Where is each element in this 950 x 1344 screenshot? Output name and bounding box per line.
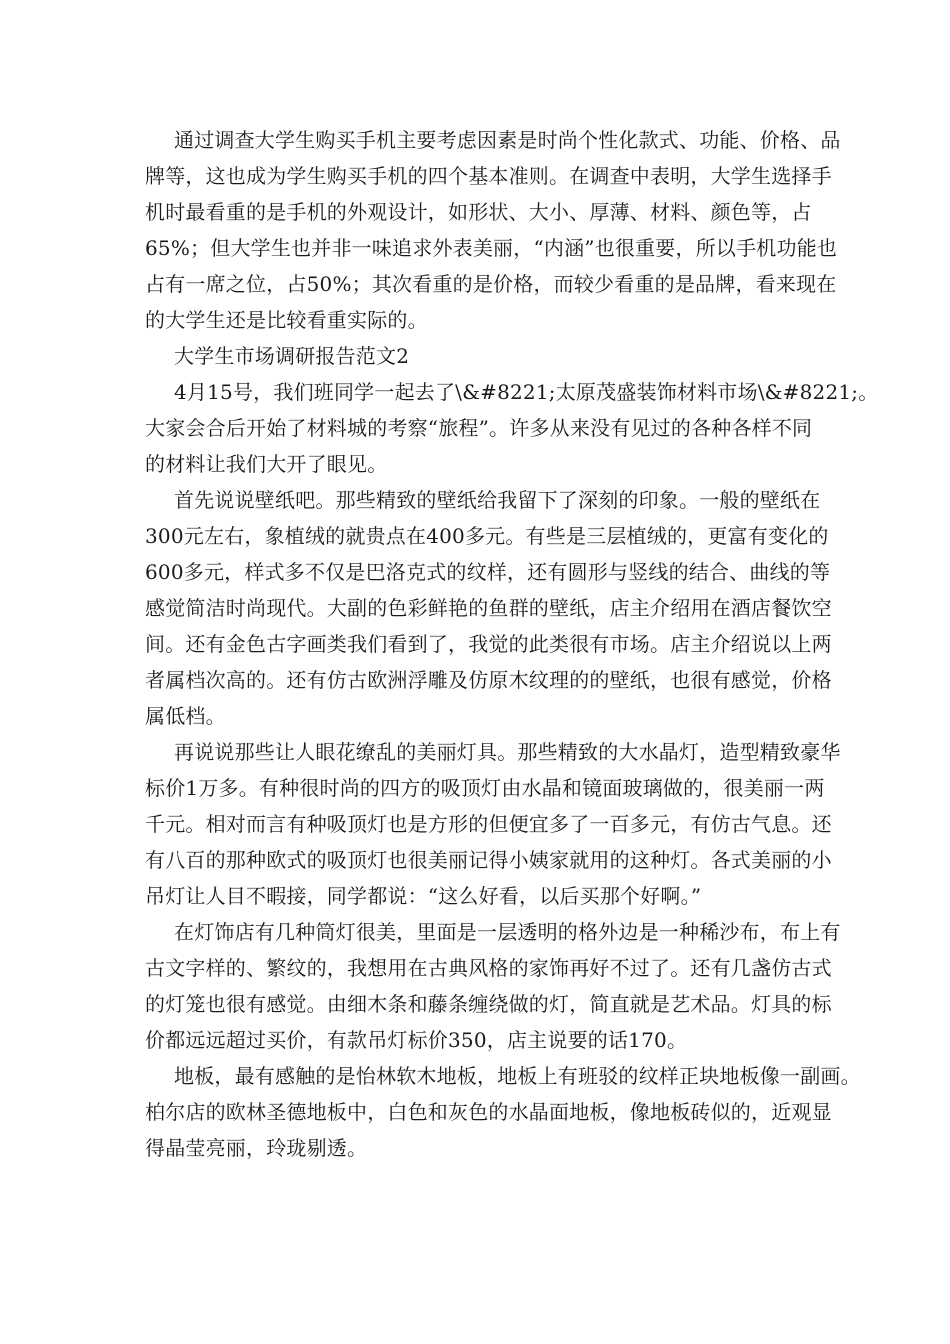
text-line: 4月15号，我们班同学一起去了\&#8221;太原茂盛装饰材料市场\&#8221;。: [174, 380, 879, 404]
text-line: 间。还有金色古字画类我们看到了，我觉的此类很有市场。店主介绍说以上两: [145, 632, 832, 656]
text-line: 地板，最有感触的是怡林软木地板，地板上有班驳的纹样正块地板像一副画。: [174, 1064, 861, 1088]
text-line: 通过调查大学生购买手机主要考虑因素是时尚个性化款式、功能、价格、品: [174, 128, 841, 152]
text-line: 属低档。: [145, 704, 226, 728]
text-line: 65%；但大学生也并非一味追求外表美丽，“内涵”也很重要，所以手机功能也: [145, 236, 838, 260]
text-line: 在灯饰店有几种筒灯很美，里面是一层透明的格外边是一种稀沙布，布上有: [174, 920, 841, 944]
text-line: 的灯笼也很有感觉。由细木条和藤条缠绕做的灯，简直就是艺术品。灯具的标: [145, 992, 832, 1016]
text-line: 得晶莹亮丽，玲珑剔透。: [145, 1136, 368, 1160]
text-line: 占有一席之位，占50%；其次看重的是价格，而较少看重的是品牌，看来现在: [145, 272, 837, 296]
text-line: 吊灯让人目不暇接，同学都说：“这么好看，以后买那个好啊。”: [145, 884, 702, 908]
text-line: 者属档次高的。还有仿古欧洲浮雕及仿原木纹理的的壁纸，也很有感觉，价格: [145, 668, 832, 692]
text-line: 有八百的那种欧式的吸顶灯也很美丽记得小姨家就用的这种灯。各式美丽的小: [145, 848, 832, 872]
text-line: 的材料让我们大开了眼见。: [145, 452, 388, 476]
text-line: 千元。相对而言有种吸顶灯也是方形的但便宜多了一百多元，有仿古气息。还: [145, 812, 832, 836]
text-line: 大家会合后开始了材料城的考察“旅程”。许多从来没有见过的各种各样不同: [145, 416, 813, 440]
text-line: 首先说说壁纸吧。那些精致的壁纸给我留下了深刻的印象。一般的壁纸在: [174, 488, 821, 512]
text-line: 再说说那些让人眼花缭乱的美丽灯具。那些精致的大水晶灯，造型精致豪华: [174, 740, 841, 764]
text-line: 牌等，这也成为学生购买手机的四个基本准则。在调查中表明，大学生选择手: [145, 164, 832, 188]
text-line: 柏尔店的欧林圣德地板中，白色和灰色的水晶面地板，像地板砖似的，近观显: [145, 1100, 832, 1124]
text-line: 的大学生还是比较看重实际的。: [145, 308, 428, 332]
text-line: 标价1万多。有种很时尚的四方的吸顶灯由水晶和镜面玻璃做的，很美丽一两: [145, 776, 825, 800]
text-line: 300元左右，象植绒的就贵点在400多元。有些是三层植绒的，更富有变化的: [145, 524, 829, 548]
text-line: 600多元，样式多不仅是巴洛克式的纹样，还有圆形与竖线的结合、曲线的等: [145, 560, 831, 584]
text-line: 机时最看重的是手机的外观设计，如形状、大小、厚薄、材料、颜色等，占: [145, 200, 812, 224]
section-heading: 大学生市场调研报告范文2: [174, 344, 410, 368]
text-line: 价都远远超过买价，有款吊灯标价350，店主说要的话170。: [145, 1028, 688, 1052]
text-line: 感觉简洁时尚现代。大副的色彩鲜艳的鱼群的壁纸，店主介绍用在酒店餐饮空: [145, 596, 832, 620]
text-line: 古文字样的、繁纹的，我想用在古典风格的家饰再好不过了。还有几盏仿古式: [145, 956, 832, 980]
